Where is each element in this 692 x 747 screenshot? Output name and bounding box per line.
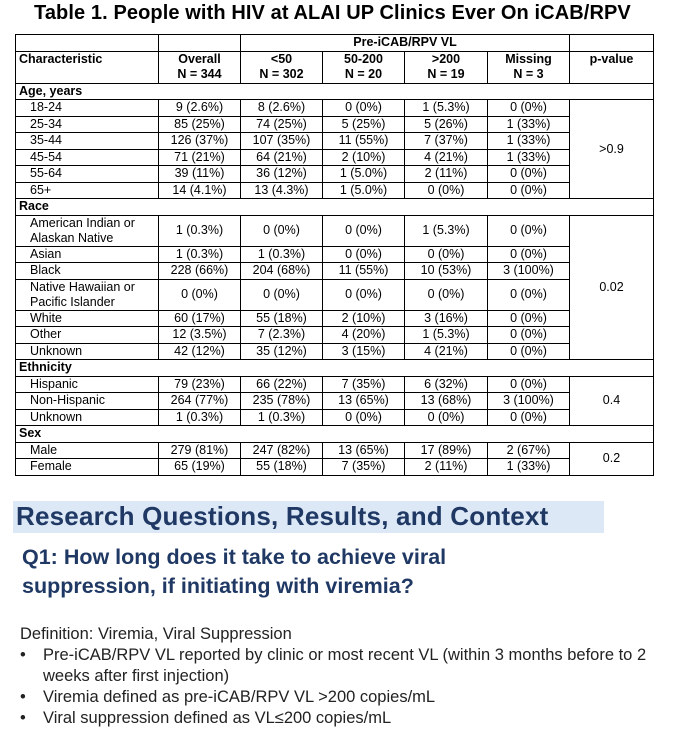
table-cell: 0 (0%) (323, 100, 405, 117)
row-label: Hispanic (16, 376, 159, 393)
table-cell: 0 (0%) (488, 166, 570, 183)
table-cell: 1 (5.3%) (405, 215, 488, 246)
table-row (16, 215, 654, 246)
table-cell: 1 (0.3%) (241, 409, 323, 426)
table-cell: 7 (37%) (405, 133, 488, 150)
table-cell: 13 (65%) (323, 393, 405, 410)
table-cell: 13 (65%) (323, 442, 405, 459)
table-cell: 0 (0%) (323, 215, 405, 246)
row-label: American Indian or Alaskan Native (16, 215, 159, 246)
table-cell: 1 (5.3%) (405, 100, 488, 117)
column-n: N = 3 (513, 67, 544, 81)
table-cell: 1 (33%) (488, 459, 570, 476)
demographics-table (15, 34, 654, 476)
table-cell: 3 (100%) (488, 263, 570, 280)
table-cell: 55 (18%) (241, 310, 323, 327)
definitions (20, 624, 680, 729)
table-cell: 3 (16%) (405, 310, 488, 327)
section-banner (13, 501, 604, 533)
column-label: <50 (270, 52, 293, 66)
row-label: 65+ (16, 182, 159, 199)
table-cell: 0 (0%) (488, 343, 570, 360)
table-cell: 7 (35%) (323, 459, 405, 476)
table-cell: 1 (5.0%) (323, 166, 405, 183)
header-blank (16, 35, 159, 52)
table-cell: 6 (32%) (405, 376, 488, 393)
section-label: Race (16, 199, 654, 216)
row-label: Unknown (16, 343, 159, 360)
column-header (405, 51, 488, 83)
table-cell: 235 (78%) (241, 393, 323, 410)
table-row (16, 149, 654, 166)
table-cell: 71 (21%) (159, 149, 241, 166)
table-cell: 264 (77%) (159, 393, 241, 410)
list-item: • Viremia defined as pre-iCAB/RPV VL >200 copies/mL (20, 688, 436, 706)
list-item: • Pre-iCAB/RPV VL reported by clinic or most recent VL (within 3 months before to 2 weeks after first injection) (20, 646, 647, 685)
banner-text: Research Questions, Results, and Context (16, 501, 549, 531)
table-cell: 0 (0%) (323, 246, 405, 263)
table-row (16, 376, 654, 393)
definition-list (20, 645, 680, 729)
table-cell: 0 (0%) (488, 310, 570, 327)
table-row (16, 393, 654, 410)
table-cell: 1 (0.3%) (159, 215, 241, 246)
table-cell: 204 (68%) (241, 263, 323, 280)
table-cell: 3 (15%) (323, 343, 405, 360)
table-row (16, 166, 654, 183)
table-cell: 228 (66%) (159, 263, 241, 280)
column-header-pvalue: p-value (570, 51, 654, 83)
bullet-icon: • (20, 646, 26, 664)
table-cell: 0 (0%) (488, 182, 570, 199)
column-n: N = 19 (427, 67, 465, 81)
table-cell: 0 (0%) (323, 409, 405, 426)
column-header-characteristic: Characteristic (16, 51, 159, 83)
table-row (16, 459, 654, 476)
table-row (16, 116, 654, 133)
bullet-icon: • (20, 709, 26, 727)
header-row (16, 51, 654, 83)
row-label: Black (16, 263, 159, 280)
table-cell: 1 (33%) (488, 149, 570, 166)
row-label: 45-54 (16, 149, 159, 166)
row-label: Native Hawaiian or Pacific Islander (16, 279, 159, 310)
section-row (16, 83, 654, 100)
table-cell: 4 (20%) (323, 327, 405, 344)
header-blank (570, 35, 654, 52)
list-item: • Viral suppression defined as VL≤200 copies/mL (20, 709, 392, 727)
row-label: Female (16, 459, 159, 476)
group-header: Pre-iCAB/RPV VL (241, 35, 570, 52)
table-cell: 0 (0%) (241, 215, 323, 246)
table-cell: 36 (12%) (241, 166, 323, 183)
table-cell: 0 (0%) (405, 279, 488, 310)
table-cell: 13 (4.3%) (241, 182, 323, 199)
row-label: Male (16, 442, 159, 459)
section-label: Ethnicity (16, 360, 654, 377)
table-cell: 39 (11%) (159, 166, 241, 183)
table-cell: 1 (33%) (488, 116, 570, 133)
p-value: >0.9 (570, 100, 654, 199)
table-cell: 2 (11%) (405, 459, 488, 476)
table-cell: 42 (12%) (159, 343, 241, 360)
section-label: Age, years (16, 83, 654, 100)
table-title: Table 1. People with HIV at ALAI UP Clinics Ever On iCAB/RPV (34, 2, 631, 24)
table-cell: 3 (100%) (488, 393, 570, 410)
header-blank (159, 35, 241, 52)
table-cell: 7 (2.3%) (241, 327, 323, 344)
table-cell: 0 (0%) (323, 279, 405, 310)
table-cell: 1 (5.0%) (323, 182, 405, 199)
table-cell: 14 (4.1%) (159, 182, 241, 199)
table-cell: 0 (0%) (488, 100, 570, 117)
table-cell: 0 (0%) (159, 279, 241, 310)
row-label: Other (16, 327, 159, 344)
table-cell: 55 (18%) (241, 459, 323, 476)
table-cell: 0 (0%) (488, 327, 570, 344)
table-cell: 2 (10%) (323, 310, 405, 327)
table-cell: 0 (0%) (488, 409, 570, 426)
table-cell: 12 (3.5%) (159, 327, 241, 344)
row-label: 55-64 (16, 166, 159, 183)
column-label: Overall (178, 52, 221, 66)
column-label: 50-200 (344, 52, 383, 66)
table-cell: 66 (22%) (241, 376, 323, 393)
table-cell: 7 (35%) (323, 376, 405, 393)
section-row (16, 360, 654, 377)
table-cell: 0 (0%) (488, 215, 570, 246)
table-cell: 4 (21%) (405, 149, 488, 166)
table-cell: 65 (19%) (159, 459, 241, 476)
table-row (16, 279, 654, 310)
column-header (159, 51, 241, 83)
table-row (16, 409, 654, 426)
column-label: >200 (431, 52, 461, 66)
row-label: Non-Hispanic (16, 393, 159, 410)
p-value: 0.4 (570, 376, 654, 426)
table-cell: 11 (55%) (323, 133, 405, 150)
table-cell: 0 (0%) (488, 279, 570, 310)
section-row (16, 426, 654, 443)
table-cell: 74 (25%) (241, 116, 323, 133)
table-cell: 0 (0%) (405, 409, 488, 426)
table-cell: 35 (12%) (241, 343, 323, 360)
p-value: 0.02 (570, 215, 654, 360)
p-value: 0.2 (570, 442, 654, 475)
table-cell: 85 (25%) (159, 116, 241, 133)
section-row (16, 199, 654, 216)
question-heading: Q1: How long does it take to achieve viral suppression, if initiating with viremia? (22, 545, 447, 598)
table-cell: 17 (89%) (405, 442, 488, 459)
table-cell: 4 (21%) (405, 343, 488, 360)
column-n: N = 344 (177, 67, 222, 81)
column-label: Missing (505, 52, 552, 66)
table-cell: 1 (0.3%) (159, 246, 241, 263)
table-cell: 2 (10%) (323, 149, 405, 166)
table-cell: 11 (55%) (323, 263, 405, 280)
table-cell: 5 (25%) (323, 116, 405, 133)
table-row (16, 442, 654, 459)
table-cell: 2 (11%) (405, 166, 488, 183)
table-row (16, 246, 654, 263)
row-label: 18-24 (16, 100, 159, 117)
table-cell: 79 (23%) (159, 376, 241, 393)
column-header (241, 51, 323, 83)
table-cell: 0 (0%) (405, 246, 488, 263)
table-cell: 60 (17%) (159, 310, 241, 327)
table-cell: 0 (0%) (488, 246, 570, 263)
table-cell: 279 (81%) (159, 442, 241, 459)
table-cell: 107 (35%) (241, 133, 323, 150)
definition-heading: Definition: Viremia, Viral Suppression (20, 625, 292, 643)
row-label: 35-44 (16, 133, 159, 150)
table-cell: 9 (2.6%) (159, 100, 241, 117)
column-n: N = 20 (344, 67, 383, 81)
table-cell: 1 (0.3%) (241, 246, 323, 263)
table-row (16, 100, 654, 117)
table-cell: 64 (21%) (241, 149, 323, 166)
header-row (16, 35, 654, 52)
table-row (16, 343, 654, 360)
table-row (16, 133, 654, 150)
table-row (16, 310, 654, 327)
table-row (16, 327, 654, 344)
bullet-icon: • (20, 688, 26, 706)
row-label: White (16, 310, 159, 327)
table-cell: 247 (82%) (241, 442, 323, 459)
row-label: Unknown (16, 409, 159, 426)
table-cell: 0 (0%) (488, 376, 570, 393)
column-n: N = 302 (259, 67, 304, 81)
table-cell: 10 (53%) (405, 263, 488, 280)
table-cell: 8 (2.6%) (241, 100, 323, 117)
table-row (16, 263, 654, 280)
table-cell: 5 (26%) (405, 116, 488, 133)
table-cell: 126 (37%) (159, 133, 241, 150)
table-cell: 13 (68%) (405, 393, 488, 410)
section-label: Sex (16, 426, 654, 443)
column-header (488, 51, 570, 83)
table-cell: 0 (0%) (241, 279, 323, 310)
table-row (16, 182, 654, 199)
table-cell: 1 (0.3%) (159, 409, 241, 426)
row-label: 25-34 (16, 116, 159, 133)
column-header (323, 51, 405, 83)
table-cell: 1 (5.3%) (405, 327, 488, 344)
table-cell: 1 (33%) (488, 133, 570, 150)
table-cell: 0 (0%) (405, 182, 488, 199)
row-label: Asian (16, 246, 159, 263)
table-cell: 2 (67%) (488, 442, 570, 459)
